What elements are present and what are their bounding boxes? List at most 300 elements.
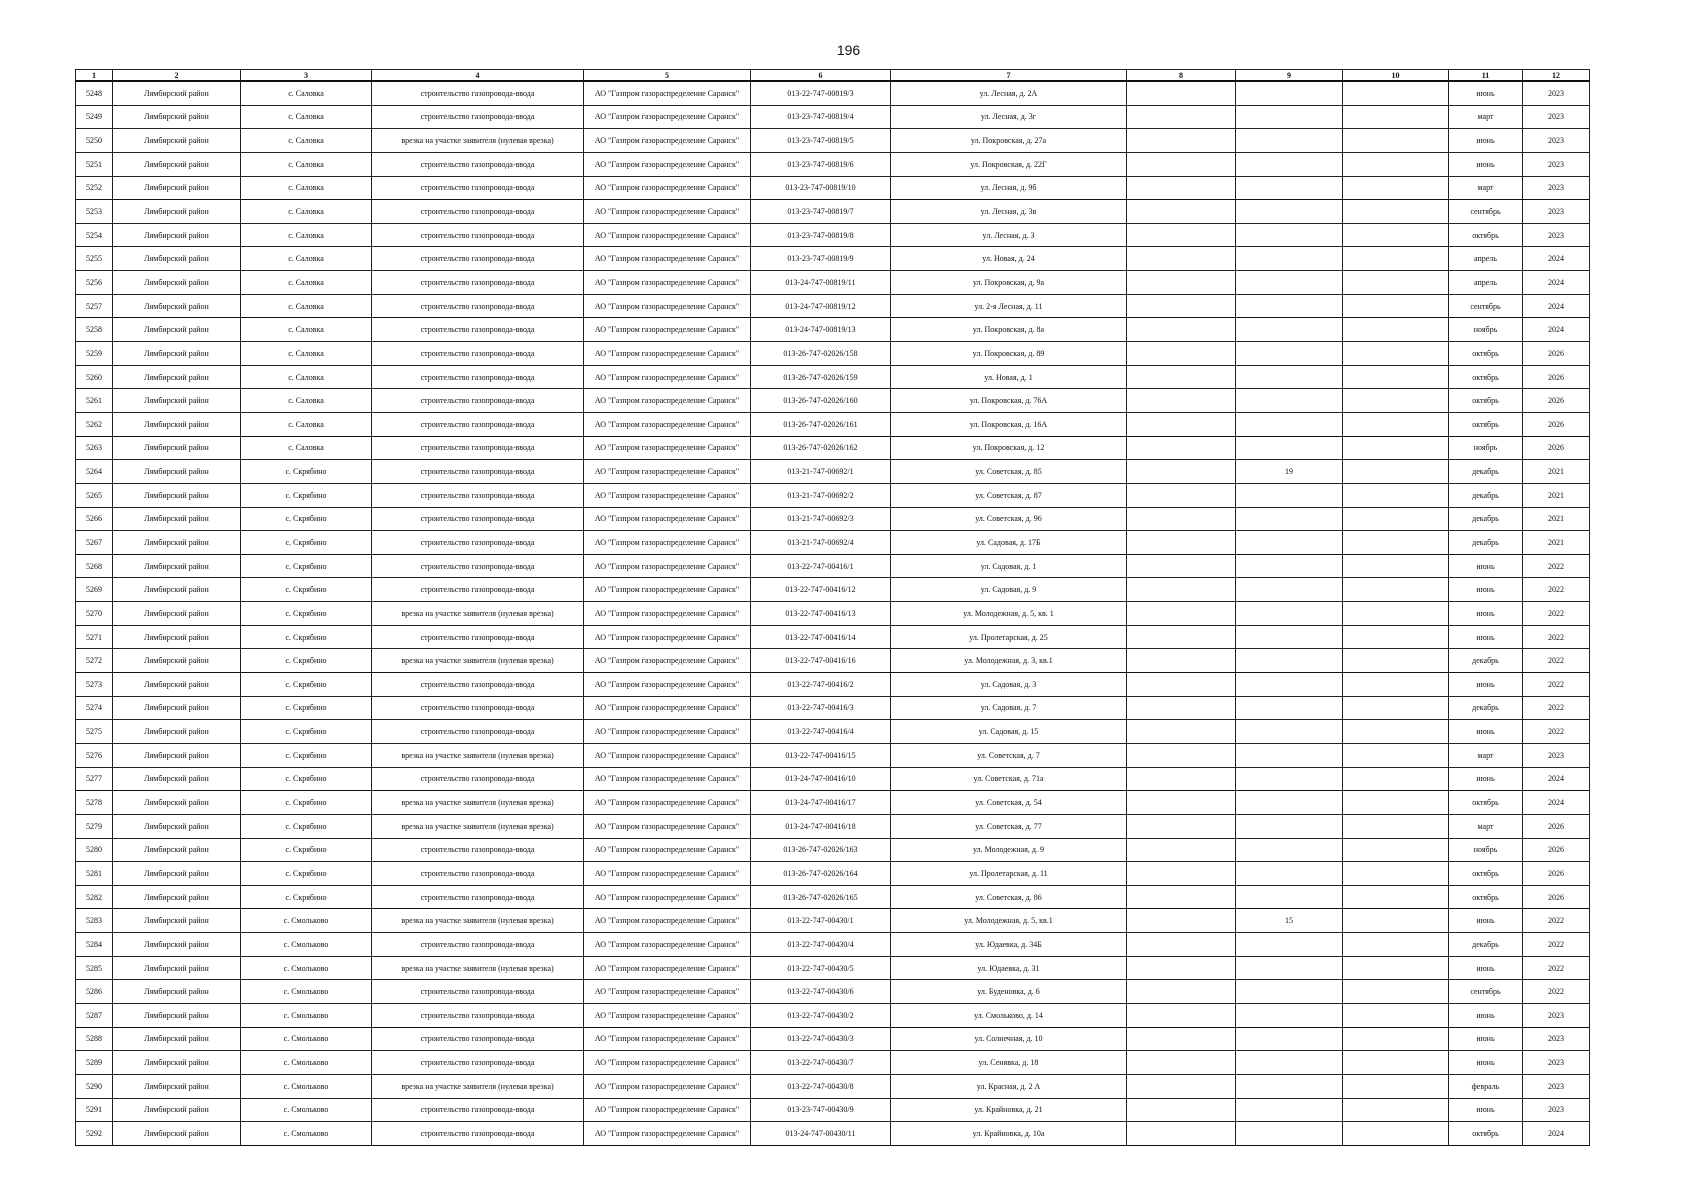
table-cell: 013-26-747-02026/161 — [751, 412, 891, 436]
table-cell: 2026 — [1523, 389, 1590, 413]
table-cell — [1343, 129, 1449, 153]
table-cell — [1236, 531, 1343, 555]
table-cell: октябрь — [1449, 791, 1523, 815]
table-cell: Лямбирский район — [113, 814, 241, 838]
table-cell — [1127, 1003, 1236, 1027]
table-cell — [1343, 105, 1449, 129]
table-row — [76, 365, 1590, 389]
table-row — [76, 696, 1590, 720]
table-cell — [1343, 412, 1449, 436]
table-cell — [1343, 956, 1449, 980]
table-row — [76, 980, 1590, 1004]
table-cell: 2024 — [1523, 791, 1590, 815]
table-cell: 013-22-747-00430/3 — [751, 1027, 891, 1051]
table-cell: с. Саловка — [241, 271, 372, 295]
table-cell — [1127, 129, 1236, 153]
table-cell — [1343, 1051, 1449, 1075]
table-cell — [1343, 483, 1449, 507]
table-cell: Лямбирский район — [113, 909, 241, 933]
table-cell — [1236, 554, 1343, 578]
table-cell: 5280 — [76, 838, 113, 862]
table-row — [76, 885, 1590, 909]
table-cell: строительство газопровода-ввода — [372, 176, 584, 200]
table-cell: июнь — [1449, 152, 1523, 176]
table-cell — [1236, 673, 1343, 697]
table-cell: строительство газопровода-ввода — [372, 1122, 584, 1146]
table-cell: 013-26-747-02026/163 — [751, 838, 891, 862]
table-cell: АО "Газпром газораспределение Саранск" — [584, 200, 751, 224]
table-cell: 2026 — [1523, 838, 1590, 862]
table-row — [76, 483, 1590, 507]
table-row — [76, 1122, 1590, 1146]
table-cell: с. Скрябино — [241, 720, 372, 744]
table-cell — [1343, 81, 1449, 105]
table-cell — [1127, 956, 1236, 980]
table-cell — [1127, 176, 1236, 200]
table-cell: ул. Лесная, д. 3г — [891, 105, 1127, 129]
table-cell — [1236, 1003, 1343, 1027]
table-cell: 5252 — [76, 176, 113, 200]
table-cell: АО "Газпром газораспределение Саранск" — [584, 129, 751, 153]
table-cell: 2024 — [1523, 767, 1590, 791]
table-cell: строительство газопровода-ввода — [372, 152, 584, 176]
table-cell: АО "Газпром газораспределение Саранск" — [584, 980, 751, 1004]
table-row — [76, 129, 1590, 153]
table-row — [76, 200, 1590, 224]
table-cell: строительство газопровода-ввода — [372, 223, 584, 247]
table-cell: Лямбирский район — [113, 885, 241, 909]
table-cell: врезка на участке заявителя (нулевая врезка) — [372, 1074, 584, 1098]
table-cell: 5257 — [76, 294, 113, 318]
table-cell: сентябрь — [1449, 200, 1523, 224]
table-cell: 2023 — [1523, 200, 1590, 224]
table-cell: Лямбирский район — [113, 507, 241, 531]
table-row — [76, 673, 1590, 697]
table-cell: 013-23-747-00430/9 — [751, 1098, 891, 1122]
table-cell: 5263 — [76, 436, 113, 460]
table-cell — [1236, 814, 1343, 838]
table-cell: с. Скрябино — [241, 554, 372, 578]
table-cell — [1343, 980, 1449, 1004]
table-cell — [1127, 933, 1236, 957]
table-cell: июнь — [1449, 602, 1523, 626]
table-cell: ул. Лесная, д. 9б — [891, 176, 1127, 200]
table-cell — [1127, 743, 1236, 767]
table-cell — [1236, 412, 1343, 436]
table-cell: АО "Газпром газораспределение Саранск" — [584, 342, 751, 366]
table-cell — [1127, 271, 1236, 295]
table-cell: 013-23-747-00819/8 — [751, 223, 891, 247]
table-cell: 2021 — [1523, 460, 1590, 484]
table-cell: 013-23-747-00819/10 — [751, 176, 891, 200]
table-cell: июнь — [1449, 1003, 1523, 1027]
table-cell: Лямбирский район — [113, 294, 241, 318]
table-cell — [1127, 1098, 1236, 1122]
table-cell: с. Скрябино — [241, 743, 372, 767]
table-cell: июнь — [1449, 1027, 1523, 1051]
table-cell: Лямбирский район — [113, 1027, 241, 1051]
column-header: 11 — [1449, 70, 1523, 82]
table-cell: 2024 — [1523, 1122, 1590, 1146]
table-cell: март — [1449, 743, 1523, 767]
table-cell: 2022 — [1523, 909, 1590, 933]
table-cell — [1236, 885, 1343, 909]
table-cell: АО "Газпром газораспределение Саранск" — [584, 436, 751, 460]
table-cell: март — [1449, 105, 1523, 129]
table-cell: ул. Покровская, д. 16А — [891, 412, 1127, 436]
table-cell: 2023 — [1523, 1098, 1590, 1122]
table-cell: строительство газопровода-ввода — [372, 247, 584, 271]
table-cell: 2021 — [1523, 531, 1590, 555]
table-cell: с. Скрябино — [241, 696, 372, 720]
table-cell: Лямбирский район — [113, 743, 241, 767]
table-cell: ул. Новая, д. 1 — [891, 365, 1127, 389]
table-cell — [1343, 436, 1449, 460]
table-cell: 5262 — [76, 412, 113, 436]
table-cell — [1343, 625, 1449, 649]
table-cell — [1127, 152, 1236, 176]
table-cell: ул. Молодежная, д. 9 — [891, 838, 1127, 862]
table-cell: с. Смольково — [241, 1027, 372, 1051]
table-cell: строительство газопровода-ввода — [372, 885, 584, 909]
table-cell: врезка на участке заявителя (нулевая врезка) — [372, 814, 584, 838]
table-cell: строительство газопровода-ввода — [372, 696, 584, 720]
table-cell: строительство газопровода-ввода — [372, 1098, 584, 1122]
table-cell — [1236, 980, 1343, 1004]
table-cell: ул. Лесная, д. 3в — [891, 200, 1127, 224]
table-cell: 5259 — [76, 342, 113, 366]
table-cell: 5279 — [76, 814, 113, 838]
table-cell: 013-21-747-00692/1 — [751, 460, 891, 484]
table-cell: октябрь — [1449, 389, 1523, 413]
table-cell — [1127, 649, 1236, 673]
table-cell: ул. Садовая, д. 1 — [891, 554, 1127, 578]
table-row — [76, 271, 1590, 295]
table-cell: Лямбирский район — [113, 342, 241, 366]
table-cell — [1127, 814, 1236, 838]
table-cell: 2023 — [1523, 223, 1590, 247]
table-cell: 2024 — [1523, 247, 1590, 271]
table-cell: Лямбирский район — [113, 1051, 241, 1075]
table-cell: с. Скрябино — [241, 673, 372, 697]
table-cell: Лямбирский район — [113, 578, 241, 602]
table-cell: 5276 — [76, 743, 113, 767]
table-cell — [1343, 1003, 1449, 1027]
table-cell — [1236, 862, 1343, 886]
table-cell — [1127, 720, 1236, 744]
table-cell: 2022 — [1523, 956, 1590, 980]
table-cell: АО "Газпром газораспределение Саранск" — [584, 1003, 751, 1027]
table-cell: 5250 — [76, 129, 113, 153]
table-cell: 5277 — [76, 767, 113, 791]
table-cell — [1343, 1122, 1449, 1146]
table-cell: строительство газопровода-ввода — [372, 933, 584, 957]
table-cell: 5267 — [76, 531, 113, 555]
table-cell: Лямбирский район — [113, 436, 241, 460]
table-cell — [1343, 814, 1449, 838]
table-cell: АО "Газпром газораспределение Саранск" — [584, 838, 751, 862]
table-cell: АО "Газпром газораспределение Саранск" — [584, 1074, 751, 1098]
table-row — [76, 554, 1590, 578]
column-header: 6 — [751, 70, 891, 82]
table-cell — [1343, 318, 1449, 342]
table-row — [76, 1098, 1590, 1122]
table-row — [76, 1074, 1590, 1098]
table-cell — [1127, 554, 1236, 578]
table-cell: АО "Газпром газораспределение Саранск" — [584, 531, 751, 555]
table-cell — [1343, 223, 1449, 247]
table-cell: 2022 — [1523, 649, 1590, 673]
table-cell: 2023 — [1523, 1051, 1590, 1075]
table-cell: АО "Газпром газораспределение Саранск" — [584, 247, 751, 271]
table-cell — [1236, 649, 1343, 673]
table-cell — [1343, 602, 1449, 626]
table-cell: ул. Советская, д. 77 — [891, 814, 1127, 838]
table-row — [76, 862, 1590, 886]
table-cell: строительство газопровода-ввода — [372, 673, 584, 697]
table-cell: строительство газопровода-ввода — [372, 460, 584, 484]
table-cell: июнь — [1449, 578, 1523, 602]
table-cell: Лямбирский район — [113, 1003, 241, 1027]
table-cell — [1343, 460, 1449, 484]
table-cell: 5291 — [76, 1098, 113, 1122]
table-cell: АО "Газпром газораспределение Саранск" — [584, 862, 751, 886]
table-cell: апрель — [1449, 247, 1523, 271]
table-row — [76, 460, 1590, 484]
table-cell — [1236, 129, 1343, 153]
table-cell: Лямбирский район — [113, 412, 241, 436]
table-cell: 2024 — [1523, 294, 1590, 318]
table-cell — [1127, 791, 1236, 815]
table-cell: АО "Газпром газораспределение Саранск" — [584, 909, 751, 933]
table-row — [76, 814, 1590, 838]
table-cell: с. Скрябино — [241, 814, 372, 838]
table-cell: 5271 — [76, 625, 113, 649]
table-cell: октябрь — [1449, 365, 1523, 389]
table-cell — [1343, 176, 1449, 200]
table-cell: АО "Газпром газораспределение Саранск" — [584, 389, 751, 413]
table-cell: ул. Покровская, д. 9а — [891, 271, 1127, 295]
table-cell: март — [1449, 814, 1523, 838]
column-header: 2 — [113, 70, 241, 82]
table-cell: 2021 — [1523, 483, 1590, 507]
table-cell: с. Саловка — [241, 81, 372, 105]
table-cell: декабрь — [1449, 696, 1523, 720]
table-cell — [1127, 365, 1236, 389]
table-cell — [1236, 838, 1343, 862]
table-cell: АО "Газпром газораспределение Саранск" — [584, 649, 751, 673]
table-cell — [1236, 436, 1343, 460]
table-cell: декабрь — [1449, 460, 1523, 484]
table-cell: АО "Газпром газораспределение Саранск" — [584, 176, 751, 200]
table-cell: 5285 — [76, 956, 113, 980]
table-cell: 013-24-747-00819/13 — [751, 318, 891, 342]
table-cell: декабрь — [1449, 649, 1523, 673]
table-cell — [1343, 909, 1449, 933]
table-cell: 013-23-747-00819/5 — [751, 129, 891, 153]
table-cell: 5289 — [76, 1051, 113, 1075]
table-cell: 2026 — [1523, 342, 1590, 366]
table-cell — [1127, 531, 1236, 555]
table-cell — [1343, 862, 1449, 886]
table-cell: 2021 — [1523, 507, 1590, 531]
table-cell: Лямбирский район — [113, 365, 241, 389]
table-cell — [1343, 838, 1449, 862]
table-cell: 5287 — [76, 1003, 113, 1027]
table-cell: ул. Покровская, д. 76А — [891, 389, 1127, 413]
table-cell: с. Скрябино — [241, 531, 372, 555]
table-cell: 5270 — [76, 602, 113, 626]
table-cell: АО "Газпром газораспределение Саранск" — [584, 933, 751, 957]
table-cell: ул. Садовая, д. 3 — [891, 673, 1127, 697]
table-row — [76, 389, 1590, 413]
table-cell: 2026 — [1523, 885, 1590, 909]
table-cell: апрель — [1449, 271, 1523, 295]
table-row — [76, 176, 1590, 200]
table-cell: Лямбирский район — [113, 129, 241, 153]
table-cell — [1343, 271, 1449, 295]
table-cell — [1236, 200, 1343, 224]
column-header: 5 — [584, 70, 751, 82]
table-cell: 013-26-747-02026/159 — [751, 365, 891, 389]
table-cell: врезка на участке заявителя (нулевая врезка) — [372, 129, 584, 153]
table-cell — [1343, 767, 1449, 791]
table-cell — [1236, 743, 1343, 767]
table-cell: 2022 — [1523, 673, 1590, 697]
table-cell: с. Скрябино — [241, 838, 372, 862]
table-cell: 2026 — [1523, 814, 1590, 838]
column-header: 3 — [241, 70, 372, 82]
table-cell: 2022 — [1523, 625, 1590, 649]
table-cell: с. Саловка — [241, 105, 372, 129]
table-cell: АО "Газпром газораспределение Саранск" — [584, 814, 751, 838]
table-row — [76, 81, 1590, 105]
table-cell: Лямбирский район — [113, 720, 241, 744]
table-cell: ул. Советская, д. 54 — [891, 791, 1127, 815]
table-cell: врезка на участке заявителя (нулевая врезка) — [372, 649, 584, 673]
table-body — [76, 81, 1590, 1145]
table-cell: АО "Газпром газораспределение Саранск" — [584, 885, 751, 909]
table-cell: 013-26-747-02026/162 — [751, 436, 891, 460]
table-cell: Лямбирский район — [113, 767, 241, 791]
table-cell — [1236, 578, 1343, 602]
table-cell: Лямбирский район — [113, 152, 241, 176]
table-cell: 013-22-747-00430/5 — [751, 956, 891, 980]
table-cell: с. Саловка — [241, 200, 372, 224]
table-cell: с. Саловка — [241, 247, 372, 271]
table-cell — [1127, 389, 1236, 413]
table-cell — [1343, 365, 1449, 389]
table-cell: 2022 — [1523, 696, 1590, 720]
table-cell — [1127, 1027, 1236, 1051]
table-cell: 013-23-747-00819/9 — [751, 247, 891, 271]
table-cell: с. Скрябино — [241, 507, 372, 531]
table-cell — [1236, 247, 1343, 271]
table-cell — [1236, 342, 1343, 366]
table-cell: ноябрь — [1449, 838, 1523, 862]
table-cell: с. Скрябино — [241, 649, 372, 673]
table-cell: ул. Пролетарская, д. 25 — [891, 625, 1127, 649]
table-row — [76, 1051, 1590, 1075]
table-row — [76, 956, 1590, 980]
table-cell — [1236, 223, 1343, 247]
table-cell: с. Саловка — [241, 176, 372, 200]
table-cell: 5269 — [76, 578, 113, 602]
table-cell: Лямбирский район — [113, 483, 241, 507]
table-cell: Лямбирский район — [113, 223, 241, 247]
table-cell: октябрь — [1449, 885, 1523, 909]
table-cell: с. Саловка — [241, 365, 372, 389]
table-cell: с. Скрябино — [241, 885, 372, 909]
table-cell — [1343, 673, 1449, 697]
table-row — [76, 1027, 1590, 1051]
table-cell: ул. Смольково, д. 14 — [891, 1003, 1127, 1027]
table-cell: март — [1449, 176, 1523, 200]
table-cell: 5290 — [76, 1074, 113, 1098]
table-cell: 013-22-747-00416/2 — [751, 673, 891, 697]
table-row — [76, 625, 1590, 649]
column-header: 7 — [891, 70, 1127, 82]
table-cell: Лямбирский район — [113, 389, 241, 413]
table-cell: 5288 — [76, 1027, 113, 1051]
table-cell: АО "Газпром газораспределение Саранск" — [584, 223, 751, 247]
table-cell — [1127, 1074, 1236, 1098]
table-cell: 2026 — [1523, 412, 1590, 436]
table-cell: июнь — [1449, 625, 1523, 649]
table-cell: Лямбирский район — [113, 105, 241, 129]
table-cell: 2023 — [1523, 81, 1590, 105]
table-row — [76, 743, 1590, 767]
table-cell: АО "Газпром газораспределение Саранск" — [584, 696, 751, 720]
table-cell: 013-22-747-00430/1 — [751, 909, 891, 933]
table-cell: 013-21-747-00692/3 — [751, 507, 891, 531]
table-row — [76, 507, 1590, 531]
table-cell: ул. Молодежная, д. 5, кв. 1 — [891, 602, 1127, 626]
table-cell: июнь — [1449, 673, 1523, 697]
table-cell: строительство газопровода-ввода — [372, 531, 584, 555]
table-cell: ул. Сенявка, д. 18 — [891, 1051, 1127, 1075]
table-cell: 013-22-747-00416/15 — [751, 743, 891, 767]
table-cell: 013-22-747-00430/6 — [751, 980, 891, 1004]
table-cell — [1236, 1051, 1343, 1075]
table-cell: 013-22-747-00430/8 — [751, 1074, 891, 1098]
table-cell: АО "Газпром газораспределение Саранск" — [584, 412, 751, 436]
table-cell: ул. Советская, д. 71а — [891, 767, 1127, 791]
table-cell: 013-22-747-00430/7 — [751, 1051, 891, 1075]
table-cell: 2022 — [1523, 554, 1590, 578]
table-cell: 5264 — [76, 460, 113, 484]
table-cell: с. Смольково — [241, 1122, 372, 1146]
table-cell: 013-22-747-00430/4 — [751, 933, 891, 957]
table-cell: с. Смольково — [241, 1051, 372, 1075]
table-cell — [1236, 696, 1343, 720]
table-cell: 2026 — [1523, 436, 1590, 460]
table-row — [76, 531, 1590, 555]
table-cell: с. Саловка — [241, 152, 372, 176]
table-cell: 5286 — [76, 980, 113, 1004]
table-cell — [1127, 673, 1236, 697]
table-cell: АО "Газпром газораспределение Саранск" — [584, 625, 751, 649]
table-cell: ул. Молодежная, д. 3, кв.1 — [891, 649, 1127, 673]
table-cell: Лямбирский район — [113, 602, 241, 626]
table-cell: июнь — [1449, 1098, 1523, 1122]
table-cell: АО "Газпром газораспределение Саранск" — [584, 1122, 751, 1146]
table-cell: Лямбирский район — [113, 980, 241, 1004]
table-cell: 2023 — [1523, 1074, 1590, 1098]
table-cell: 2023 — [1523, 129, 1590, 153]
table-cell: АО "Газпром газораспределение Саранск" — [584, 271, 751, 295]
table-row — [76, 602, 1590, 626]
